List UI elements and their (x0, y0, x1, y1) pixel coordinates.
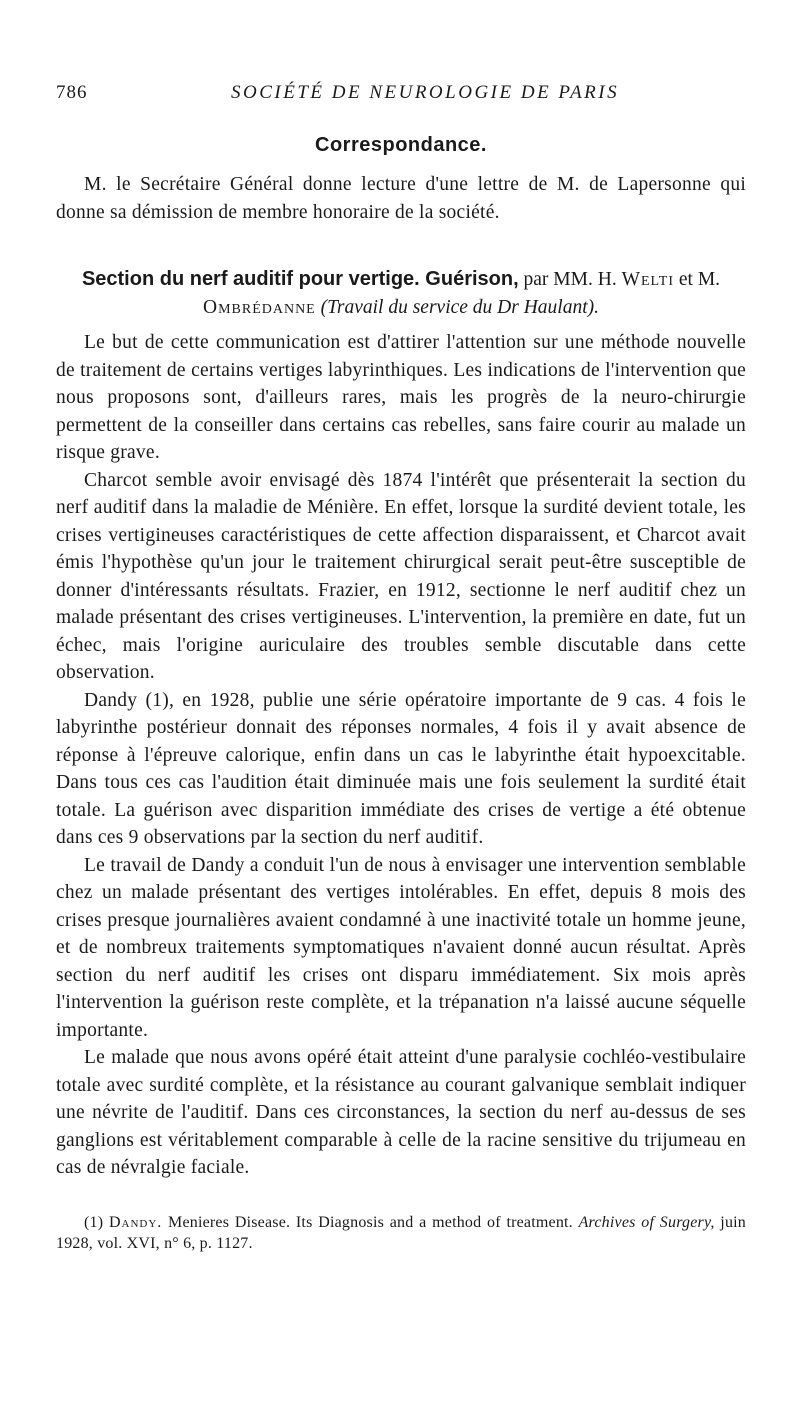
article-title (56, 266, 746, 321)
article-title-bold: Section du nerf auditif pour vertige. Guérison, (81, 268, 519, 290)
footnote-text: Menieres Disease. Its Diagnosis and a method of treatment. (168, 1213, 573, 1231)
paragraph-4: Le travail de Dandy a conduit l'un de nous à envisager une intervention semblable chez un malade présentant des vertiges intolérables. En effet, depuis 8 mois des crises presque journalières avaient condamné à une inactivité totale un homme jeune, et de nombreux traitements symptomatiques n'avaient donné aucun résultat. Après section du nerf auditif les crises ont disparu immédiatement. Six mois après l'intervention la guérison reste complète, et la trépanation n'a laissé aucune séquelle importante. (56, 854, 746, 1041)
footnote-author: Dandy. (108, 1213, 163, 1231)
correspondance-heading: Correspondance. (315, 134, 487, 156)
author-welti: Welti (621, 269, 675, 290)
paragraph-2: Charcot semble avoir envisagé dès 1874 l'intérêt que présenterait la section du nerf auditif dans la maladie de Ménière. En effet, lorsque la surdité devient totale, les crises vertigineuses caractéristiques de cette affection disparaissent, et Charcot avait émis l'hypothèse qu'un jour le traitement chirurgical serait peut-être susceptible de donner d'intéressants résultats. Frazier, en 1912, sectionne le nerf auditif chez un malade présentant des crises vertigineuses. L'intervention, la première en date, fut un échec, mais l'origine auriculaire des troubles semble discutable dans cette observation. (56, 469, 746, 683)
paragraph-3: Dandy (1), en 1928, publie une série opératoire importante de 9 cas. 4 fois le labyrinthe postérieur donnait des réponses normales, 4 fois il y avait absence de réponse à l'épreuve calorique, enfin dans un cas le labyrinthe était hypoexcitable. Dans tous ces cas l'audition était diminuée mais une fois seulement la surdité était totale. La guérison avec disparition immédiate des crises de vertige a été obtenue dans ces 9 observations par la section du nerf auditif. (56, 689, 746, 848)
paragraph-1: Le but de cette communication est d'attirer l'attention sur une méthode nouvelle de traitement de certains vertiges labyrinthiques. Les indications de l'intervention que nous proposons sont, d'ailleurs rares, mais les progrès de la neuro-chirurgie permettent de la conseiller dans certains cas rebelles, sans faire courir au malade un risque grave. (56, 332, 746, 463)
author-ombredanne: Ombrédanne (202, 296, 316, 318)
article-affiliation: (Travail du service du Dr Haulant). (320, 296, 600, 318)
footnote (56, 1212, 746, 1254)
paragraph-5: Le malade que nous avons opéré était atteint d'une paralysie cochléo-vestibulaire totale avec surdité complète, et la résistance au courant galvanique semblait indiquer une névrite de l'auditif. Dans ces circonstances, la section du nerf au-dessus de ses ganglions est véritablement comparable à celle de la racine sensitive du trijumeau en cas de névralgie faciale. (56, 1047, 746, 1178)
footnote-marker: (1) (84, 1213, 104, 1231)
page (56, 60, 746, 1254)
journal-title: SOCIÉTÉ DE NEUROLOGIE DE PARIS (231, 82, 620, 103)
article-title-and: et M. (678, 269, 721, 290)
article-title-by: par MM. H. (523, 269, 617, 290)
footnote-journal: Archives of Surgery, (578, 1213, 715, 1231)
footnote-details: juin 1928, vol. XVI, n° 6, p. 1127. (56, 1213, 746, 1252)
correspondance-text: M. le Secrétaire Général donne lecture d'une lettre de M. de Lapersonne qui donne sa démission de membre honoraire de la société. (56, 174, 746, 223)
page-number: 786 (56, 82, 88, 103)
running-head (56, 60, 746, 103)
